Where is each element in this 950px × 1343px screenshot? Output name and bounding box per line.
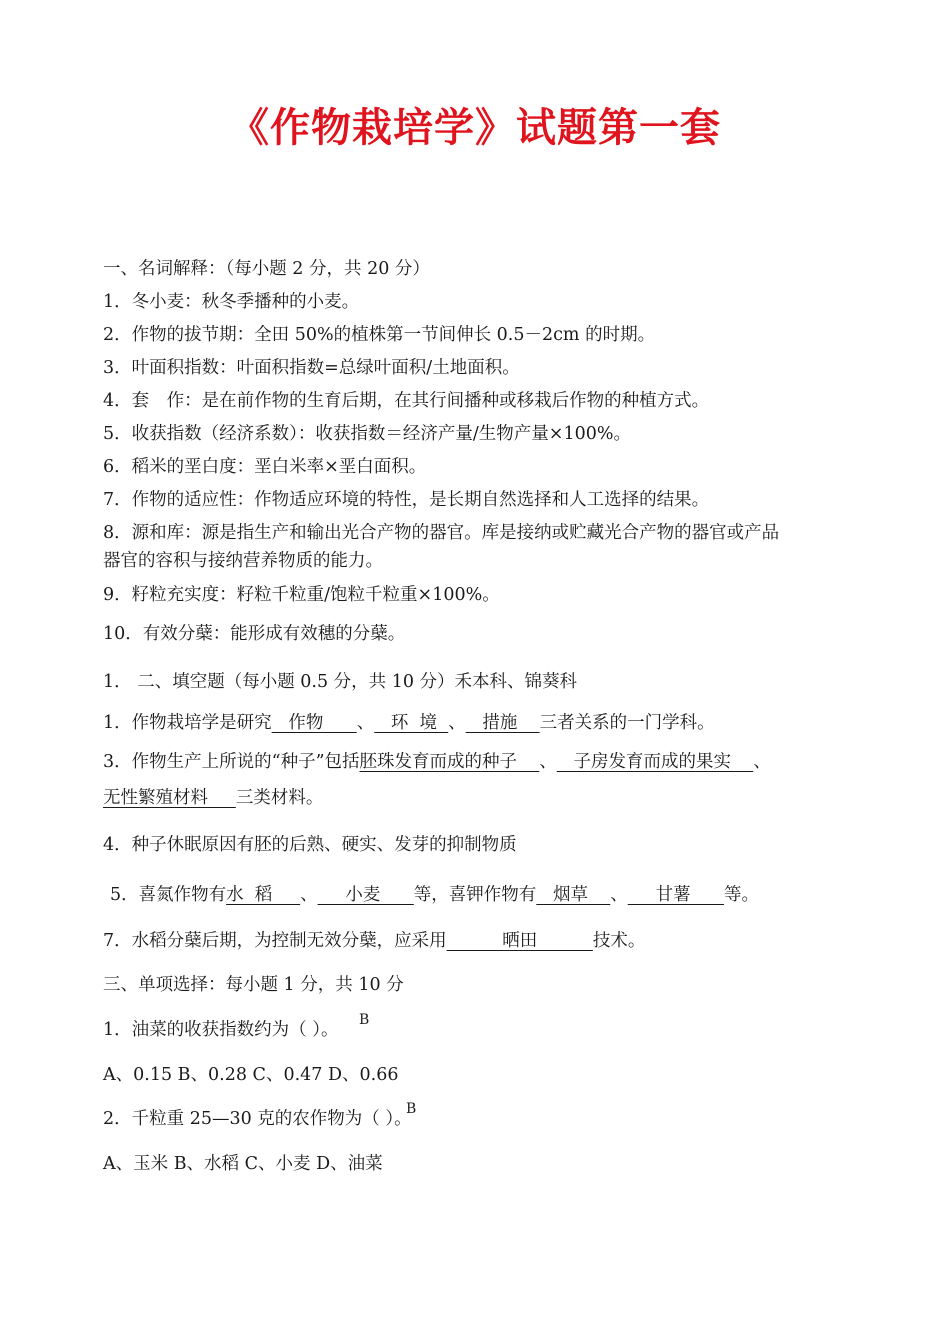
answer-blank: 胚珠发育而成的种子 xyxy=(359,752,540,772)
answer-blank: 烟草 xyxy=(536,885,611,905)
definition-item: 3．叶面积指数：叶面积指数=总绿叶面积/土地面积。 xyxy=(103,358,520,378)
section1-heading: 一、名词解释：（每小题 2 分，共 20 分） xyxy=(103,259,430,279)
definition-item: 1．冬小麦：秋冬季播种的小麦。 xyxy=(103,292,360,312)
definition-item: 9．籽粒充实度：籽粒千粒重/饱粒千粒重×100%。 xyxy=(103,585,500,605)
fill-question-3: 3．作物生产上所说的“种子”包括胚珠发育而成的种子 、 子房发育而成的果实 、 xyxy=(103,752,771,772)
answer-blank: 子房发育而成的果实 xyxy=(556,752,754,772)
answer-blank: 水 稻 xyxy=(226,885,301,905)
section2-heading: 1． 二、填空题（每小题 0.5 分，共 10 分）禾本科、锦葵科 xyxy=(103,672,578,692)
choice-options: A、0.15 B、0.28 C、0.47 D、0.66 xyxy=(103,1065,399,1085)
definition-item: 6．稻米的垩白度：垩白米率×垩白面积。 xyxy=(103,457,427,477)
fill-question-4: 4．种子休眠原因有胚的后熟、硬实、发芽的抑制物质 xyxy=(103,835,517,855)
choice-answer: B xyxy=(406,1101,417,1117)
definition-item: 2．作物的拔节期：全田 50%的植株第一节间伸长 0.5－2cm 的时期。 xyxy=(103,325,656,345)
answer-blank: 无性繁殖材料 xyxy=(103,788,236,808)
definition-item: 4．套 作：是在前作物的生育后期，在其行间播种或移栽后作物的种植方式。 xyxy=(103,391,710,411)
choice-question-1: 1．油菜的收获指数约为（ ）。 xyxy=(103,1020,339,1040)
answer-blank: 作物 xyxy=(271,713,357,733)
fill-question-7: 7．水稻分蘖后期，为控制无效分蘖，应采用 晒田 技术。 xyxy=(103,931,646,951)
fill-question-3-continued: 无性繁殖材料 三类材料。 xyxy=(103,788,324,808)
section3-heading: 三、单项选择：每小题 1 分，共 10 分 xyxy=(103,975,404,995)
answer-blank: 环 境 xyxy=(374,713,449,733)
fill-question-5: 5．喜氮作物有水 稻 、 小麦 等，喜钾作物有 烟草 、 甘薯 等。 xyxy=(110,885,759,905)
definition-item-continued: 器官的容积与接纳营养物质的能力。 xyxy=(103,551,383,571)
definition-item: 7．作物的适应性：作物适应环境的特性，是长期自然选择和人工选择的结果。 xyxy=(103,490,710,510)
definition-item: 10．有效分蘖：能形成有效穗的分蘖。 xyxy=(103,624,406,644)
choice-answer: B xyxy=(359,1012,370,1028)
answer-blank: 小麦 xyxy=(317,885,414,905)
page-title: 《作物栽培学》试题第一套 xyxy=(229,105,721,151)
fill-question-1: 1．作物栽培学是研究 作物 、 环 境 、 措施 三者关系的一门学科。 xyxy=(103,713,715,733)
definition-item: 5．收获指数（经济系数）：收获指数＝经济产量/生物产量×100%。 xyxy=(103,424,631,444)
definition-item: 8．源和库：源是指生产和输出光合产物的器官。库是接纳或贮藏光合产物的器官或产品 xyxy=(103,523,780,543)
choice-question-2: 2．千粒重 25—30 克的农作物为（ ）。 xyxy=(103,1109,412,1129)
answer-blank: 措施 xyxy=(465,713,540,733)
answer-blank: 甘薯 xyxy=(627,885,724,905)
choice-options: A、玉米 B、水稻 C、小麦 D、油菜 xyxy=(103,1154,383,1174)
answer-blank: 晒田 xyxy=(446,931,593,951)
